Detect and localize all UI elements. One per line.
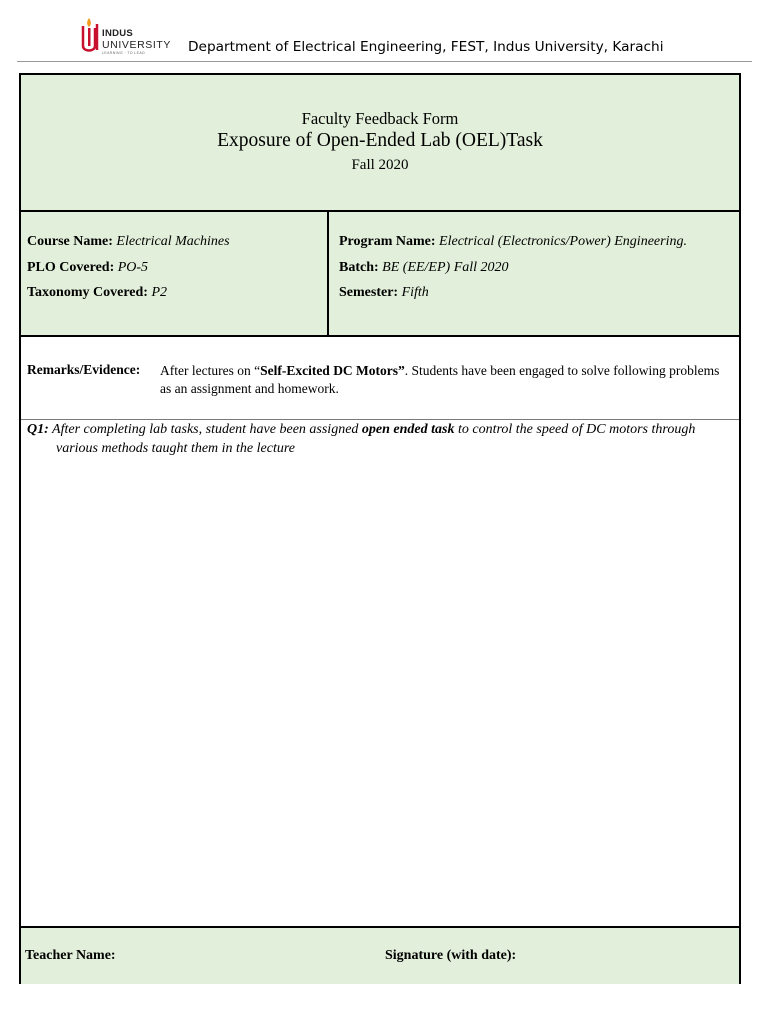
question-emphasis: open ended task <box>361 422 455 437</box>
question-text <box>27 420 727 458</box>
university-logo <box>80 16 180 56</box>
semester-value: Fifth <box>401 285 429 300</box>
course-name-row <box>27 234 230 260</box>
course-name-value: Electrical Machines <box>116 234 230 249</box>
program-row <box>339 234 687 260</box>
logo-line-1: INDUS <box>102 28 134 39</box>
course-info-block <box>21 212 739 337</box>
remarks-topic: Self-Excited DC Motors” <box>260 363 405 378</box>
department-heading: Department of Electrical Engineering, FEST, Indus University, Karachi <box>188 39 664 55</box>
logo-wordmark <box>102 29 171 56</box>
page-header <box>0 0 768 62</box>
remarks-label: Remarks/Evidence: <box>27 362 141 377</box>
program-label: Program Name: <box>339 234 436 249</box>
remarks-text <box>160 362 720 398</box>
course-info-right <box>339 234 687 311</box>
plo-label: PLO Covered: <box>27 259 115 275</box>
remarks-before: After lectures on “ <box>160 363 261 378</box>
semester-row <box>339 285 687 311</box>
logo-line-3: LEARNING · TO LEAD <box>102 51 146 55</box>
form-title: Faculty Feedback Form <box>301 109 459 128</box>
batch-row <box>339 260 687 286</box>
plo-value: PO-5 <box>117 259 149 275</box>
taxonomy-value: P2 <box>151 285 168 300</box>
batch-label: Batch: <box>339 259 379 275</box>
form-title-block <box>21 75 739 212</box>
feedback-form <box>19 73 741 984</box>
logo-line-2: UNIVERSITY <box>102 38 172 51</box>
torch-icon <box>80 16 102 56</box>
remarks-block <box>21 337 739 420</box>
question-after: to control the speed of DC motors through various methods taught them in the lecture <box>56 422 696 456</box>
semester-label: Semester: <box>339 285 399 300</box>
taxonomy-row <box>27 285 230 311</box>
form-subtitle: Exposure of Open-Ended Lab (OEL)Task <box>217 130 543 151</box>
program-value: Electrical (Electronics/Power) Engineering. <box>439 234 687 249</box>
plo-row <box>27 260 230 286</box>
taxonomy-label: Taxonomy Covered: <box>27 285 148 300</box>
header-divider <box>17 61 752 62</box>
course-info-left <box>27 234 230 311</box>
batch-value: BE (EE/EP) Fall 2020 <box>382 259 509 275</box>
course-name-label: Course Name: <box>27 234 113 249</box>
signature-label: Signature (with date): <box>385 948 517 963</box>
signature-block <box>21 926 739 984</box>
form-term: Fall 2020 <box>351 157 409 173</box>
teacher-name-label: Teacher Name: <box>25 948 116 963</box>
remarks-after: . Students have been engaged to solve following problems as an assignment and homework. <box>160 363 720 396</box>
question-before: After completing lab tasks, student have been assigned <box>48 422 362 437</box>
question-label: Q1: <box>27 422 49 437</box>
info-column-divider <box>327 212 329 335</box>
